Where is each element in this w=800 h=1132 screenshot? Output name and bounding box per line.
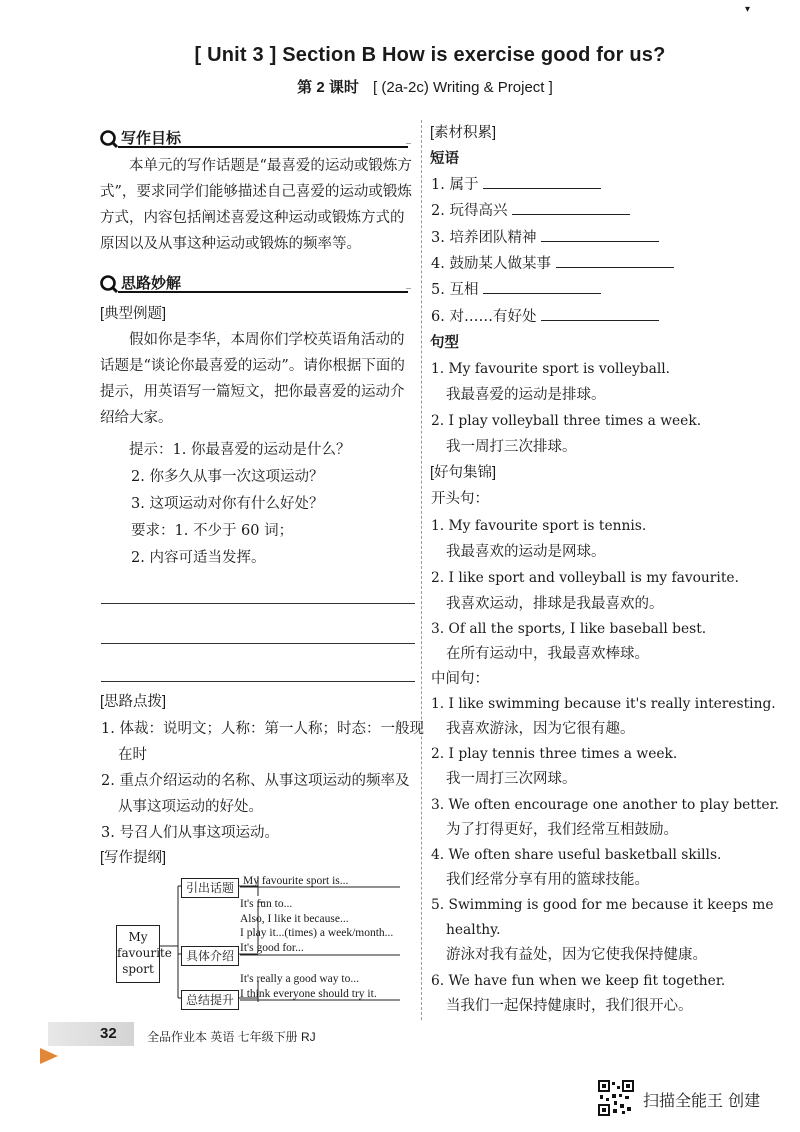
middle-cn: 我们经常分享有用的篮球技能。	[446, 872, 649, 888]
sentence-en: 1. My favourite sport is volleyball.	[431, 361, 671, 377]
middle-en: 2. I play tennis three times a week.	[431, 746, 678, 762]
middle-en: 4. We often share useful basketball skills.	[431, 847, 722, 863]
opening-en: 1. My favourite sport is tennis.	[431, 518, 647, 534]
tip-item: 3. 号召人们从事这项运动。	[101, 825, 279, 841]
sentence-cn: 我最喜爱的运动是排球。	[446, 387, 606, 403]
qr-code-icon	[598, 1080, 634, 1116]
writing-line[interactable]	[101, 643, 415, 644]
middle-label: 中间句：	[431, 671, 489, 687]
tip-item: 1. 体裁：说明文；人称：第一人称；时态：一般现	[101, 721, 424, 737]
page-number: 32	[100, 1025, 117, 1042]
answer-blank[interactable]	[483, 174, 601, 189]
magnifier-icon	[99, 274, 119, 294]
middle-en: 6. We have fun when we keep fit together.	[431, 973, 726, 989]
tip-item: 2. 重点介绍运动的名称、从事这项运动的频率及	[101, 773, 410, 789]
hint-line: 2. 内容可适当发挥。	[131, 550, 266, 566]
page-title: [ Unit 3 ] Section B How is exercise good for us?	[194, 44, 666, 66]
answer-blank[interactable]	[556, 253, 674, 268]
outline-part-body: 具体介绍	[181, 946, 239, 966]
goal-heading: 写作目标	[99, 127, 181, 149]
lesson-subtitle	[0, 76, 800, 97]
scanner-watermark: 扫描全能王 创建	[643, 1091, 761, 1110]
middle-en-continued: healthy.	[446, 922, 501, 938]
phrases-label: 短语	[430, 151, 459, 167]
writing-line[interactable]	[101, 603, 415, 604]
page-number-tab	[48, 1022, 134, 1046]
hint-line: 2. 你多久从事一次这项运动？	[131, 469, 324, 485]
answer-blank[interactable]	[483, 279, 601, 294]
phrase-item: 1. 属于	[431, 172, 601, 198]
writing-line[interactable]	[101, 681, 415, 682]
outline-summary-text: It's really a good way to... I think everyone should try it.	[240, 973, 377, 1000]
rule-end-mark: _	[406, 133, 411, 144]
outline-label: [写作提纲]	[100, 850, 167, 866]
middle-cn: 当我们一起保持健康时，我们很开心。	[446, 998, 693, 1014]
lesson-detail: [ (2a-2c) Writing & Project ]	[373, 79, 553, 96]
middle-cn: 我一周打三次网球。	[446, 771, 577, 787]
answer-blank[interactable]	[541, 306, 659, 321]
hint-line: 提示：1. 你最喜爱的运动是什么？	[129, 442, 351, 458]
magnifier-icon	[99, 129, 119, 149]
opening-cn: 我喜欢运动，排球是我最喜欢的。	[446, 596, 664, 612]
phrase-item: 4. 鼓励某人做某事	[431, 251, 674, 277]
opening-cn: 在所有运动中，我最喜欢棒球。	[446, 646, 649, 662]
phrase-item: 6. 对……有好处	[431, 304, 659, 330]
tips-label: [思路点拨]	[100, 694, 167, 710]
book-info: 全品作业本 英语 七年级下册 RJ	[147, 1030, 316, 1044]
middle-cn: 游泳对我有益处，因为它使我保持健康。	[446, 947, 707, 963]
example-text: 假如你是李华，本周你们学校英语角活动的话题是“谈论你最喜爱的运动”。请你根据下面的提示，用英语写一篇短文，把你最喜爱的运动介绍给大家。	[100, 332, 405, 426]
goal-rule	[118, 146, 408, 148]
tip-item: 从事这项运动的好处。	[118, 799, 263, 815]
middle-en: 5. Swimming is good for me because it keeps me	[431, 897, 774, 913]
rule-end-mark: _	[406, 278, 411, 289]
sentences-label: 句型	[430, 335, 459, 351]
hint-line: 要求：1. 不少于 60 词；	[131, 523, 294, 539]
corner-mark: ▾	[745, 4, 751, 15]
outline-part-summary: 总结提升	[181, 990, 239, 1010]
tip-item: 在时	[118, 747, 147, 763]
phrase-item: 3. 培养团队精神	[431, 225, 659, 251]
phrase-item: 2. 玩得高兴	[431, 198, 630, 224]
outline-part-intro: 引出话题	[181, 878, 239, 898]
middle-en: 3. We often encourage one another to play better.	[431, 797, 780, 813]
material-label: [素材积累]	[430, 125, 497, 141]
column-divider	[421, 120, 422, 1020]
opening-label: 开头句：	[431, 491, 489, 507]
opening-en: 2. I like sport and volleyball is my favourite.	[431, 570, 739, 586]
middle-cn: 为了打得更好，我们经常互相鼓励。	[446, 822, 678, 838]
outline-intro-text: My favourite sport is...	[243, 875, 349, 887]
outline-center-box: My favourite sport	[116, 925, 160, 983]
sentence-en: 2. I play volleyball three times a week.	[431, 413, 702, 429]
answer-blank[interactable]	[512, 200, 630, 215]
idea-rule	[118, 291, 408, 293]
opening-en: 3. Of all the sports, I like baseball best.	[431, 621, 707, 637]
sentence-cn: 我一周打三次排球。	[446, 439, 577, 455]
lesson-number: 第 2 课时	[297, 79, 359, 96]
goal-text: 本单元的写作话题是“最喜爱的运动或锻炼方式”，要求同学们能够描述自己喜爱的运动或锻炼方式，内容包括阐述喜爱这种运动或锻炼方式的原因以及从事这种运动或锻炼的频率等。	[100, 158, 412, 252]
phrase-item: 5. 互相	[431, 277, 601, 303]
middle-en: 1. I like swimming because it's really interesting.	[431, 696, 776, 712]
idea-heading: 思路妙解	[99, 272, 181, 294]
outline-body-text: It's fun to... Also, I like it because... I play it...(times) a week/month... It's good for...	[240, 898, 394, 954]
page-corner-mark	[40, 1048, 58, 1064]
example-label: [典型例题]	[100, 306, 167, 322]
middle-cn: 我喜欢游泳，因为它很有趣。	[446, 721, 635, 737]
opening-cn: 我最喜欢的运动是网球。	[446, 544, 606, 560]
good-sentences-label: [好句集锦]	[430, 465, 497, 481]
hint-line: 3. 这项运动对你有什么好处？	[131, 496, 324, 512]
answer-blank[interactable]	[541, 227, 659, 242]
